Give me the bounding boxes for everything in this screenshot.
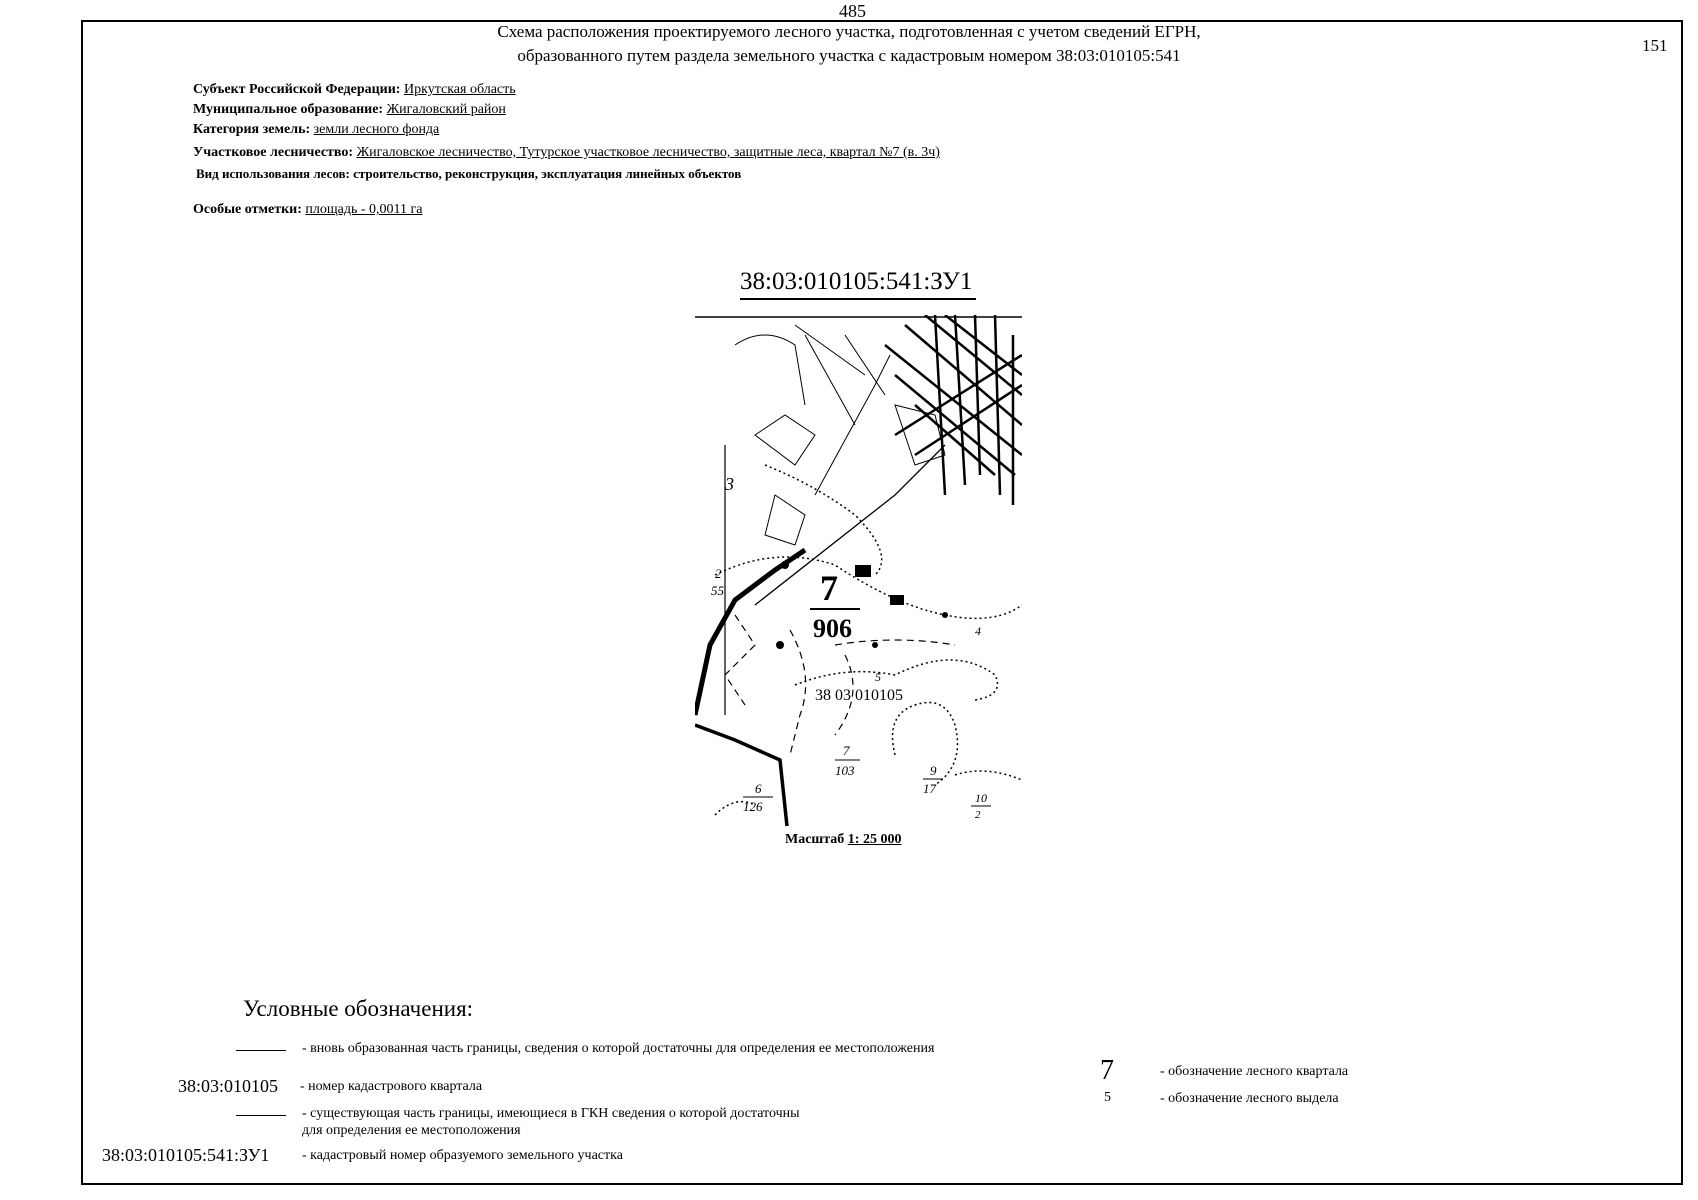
forestry-value: Жигаловское лесничество, Тутурское участковое лесничество, защитные леса, квартал №7 (в. 3ч) (356, 145, 940, 160)
map-label-7: 7 (843, 743, 850, 758)
page-number: 485 (839, 1, 866, 21)
forest-quarter-area: 906 (813, 614, 852, 643)
legend-forest-section-symbol: 5 (1104, 1090, 1111, 1105)
map-label-5: 5 (875, 670, 881, 684)
legend-forest-quarter-desc: - обозначение лесного квартала (1160, 1064, 1349, 1079)
municipal-label: Муниципальное образование: (193, 102, 384, 117)
map-label-2: 2 (715, 566, 722, 581)
info-forestry (193, 145, 940, 161)
legend-forest-quarter-symbol: 7 (1100, 1055, 1114, 1086)
map-label-10b: 2 (975, 809, 981, 821)
map-label-4: 4 (975, 624, 981, 638)
legend-parcel-symbol: 38:03:010105:541:ЗУ1 (102, 1145, 270, 1165)
info-municipal (193, 102, 506, 118)
map-scale (785, 832, 901, 848)
legend-forest-section-desc: - обозначение лесного выдела (1160, 1091, 1339, 1106)
document-title-line-2: образованного путем раздела земельного участка с кадастровым номером 38:03:010105:541 (517, 46, 1181, 65)
legend-existing-boundary-line (236, 1115, 286, 1116)
document-title-line-1: Схема расположения проектируемого лесного участка, подготовленная с учетом сведений ЕГРН, (497, 22, 1201, 41)
special-value: площадь - 0,0011 га (305, 202, 423, 217)
info-category (193, 122, 439, 138)
forestry-label: Участковое лесничество: (193, 145, 354, 160)
forest-map (695, 315, 1022, 826)
info-subject (193, 82, 516, 98)
legend-existing-boundary-desc-2: для определения ее местоположения (302, 1123, 521, 1138)
special-label: Особые отметки: (193, 202, 302, 217)
map-label-6: 6 (755, 781, 762, 796)
legend-cadastral-quarter-desc: - номер кадастрового квартала (300, 1079, 483, 1094)
map-label-3: 3 (725, 474, 734, 494)
map-label-9: 9 (930, 763, 937, 778)
map-cadastral-quarter: 38 03 010105 (815, 687, 903, 704)
map-label-55: 55 (711, 583, 724, 598)
scale-value: 1: 25 000 (847, 832, 902, 847)
subject-value: Иркутская область (403, 82, 516, 97)
scale-label: Масштаб (785, 832, 845, 847)
info-special (193, 202, 422, 218)
category-label: Категория земель: (193, 122, 311, 137)
subject-label: Субъект Российской Федерации: (193, 82, 401, 97)
map-label-126: 126 (743, 799, 763, 814)
legend-title: Условные обозначения: (243, 996, 474, 1021)
legend-parcel-desc: - кадастровый номер образуемого земельного участка (302, 1148, 623, 1163)
category-value: земли лесного фонда (313, 122, 440, 137)
map-label-103: 103 (835, 763, 855, 778)
legend-new-boundary-line (236, 1050, 286, 1051)
parcel-cadastral-title: 38:03:010105:541:ЗУ1 (740, 266, 976, 300)
legend-new-boundary-desc: - вновь образованная часть границы, сведения о которой достаточны для определения ее местоположения (302, 1041, 935, 1056)
info-usage: Вид использования лесов: строительство, реконструкция, эксплуатация линейных объектов (196, 166, 742, 181)
map-label-17: 17 (923, 781, 936, 796)
legend-cadastral-quarter-symbol: 38:03:010105 (178, 1076, 279, 1096)
municipal-value: Жигаловский район (386, 102, 506, 117)
forest-quarter-number: 7 (820, 568, 838, 608)
legend-existing-boundary-desc-1: - существующая часть границы, имеющиеся в ГКН сведения о которой достаточны (302, 1106, 800, 1121)
sheet-number: 151 (1642, 36, 1668, 55)
map-label-10: 10 (975, 791, 987, 805)
